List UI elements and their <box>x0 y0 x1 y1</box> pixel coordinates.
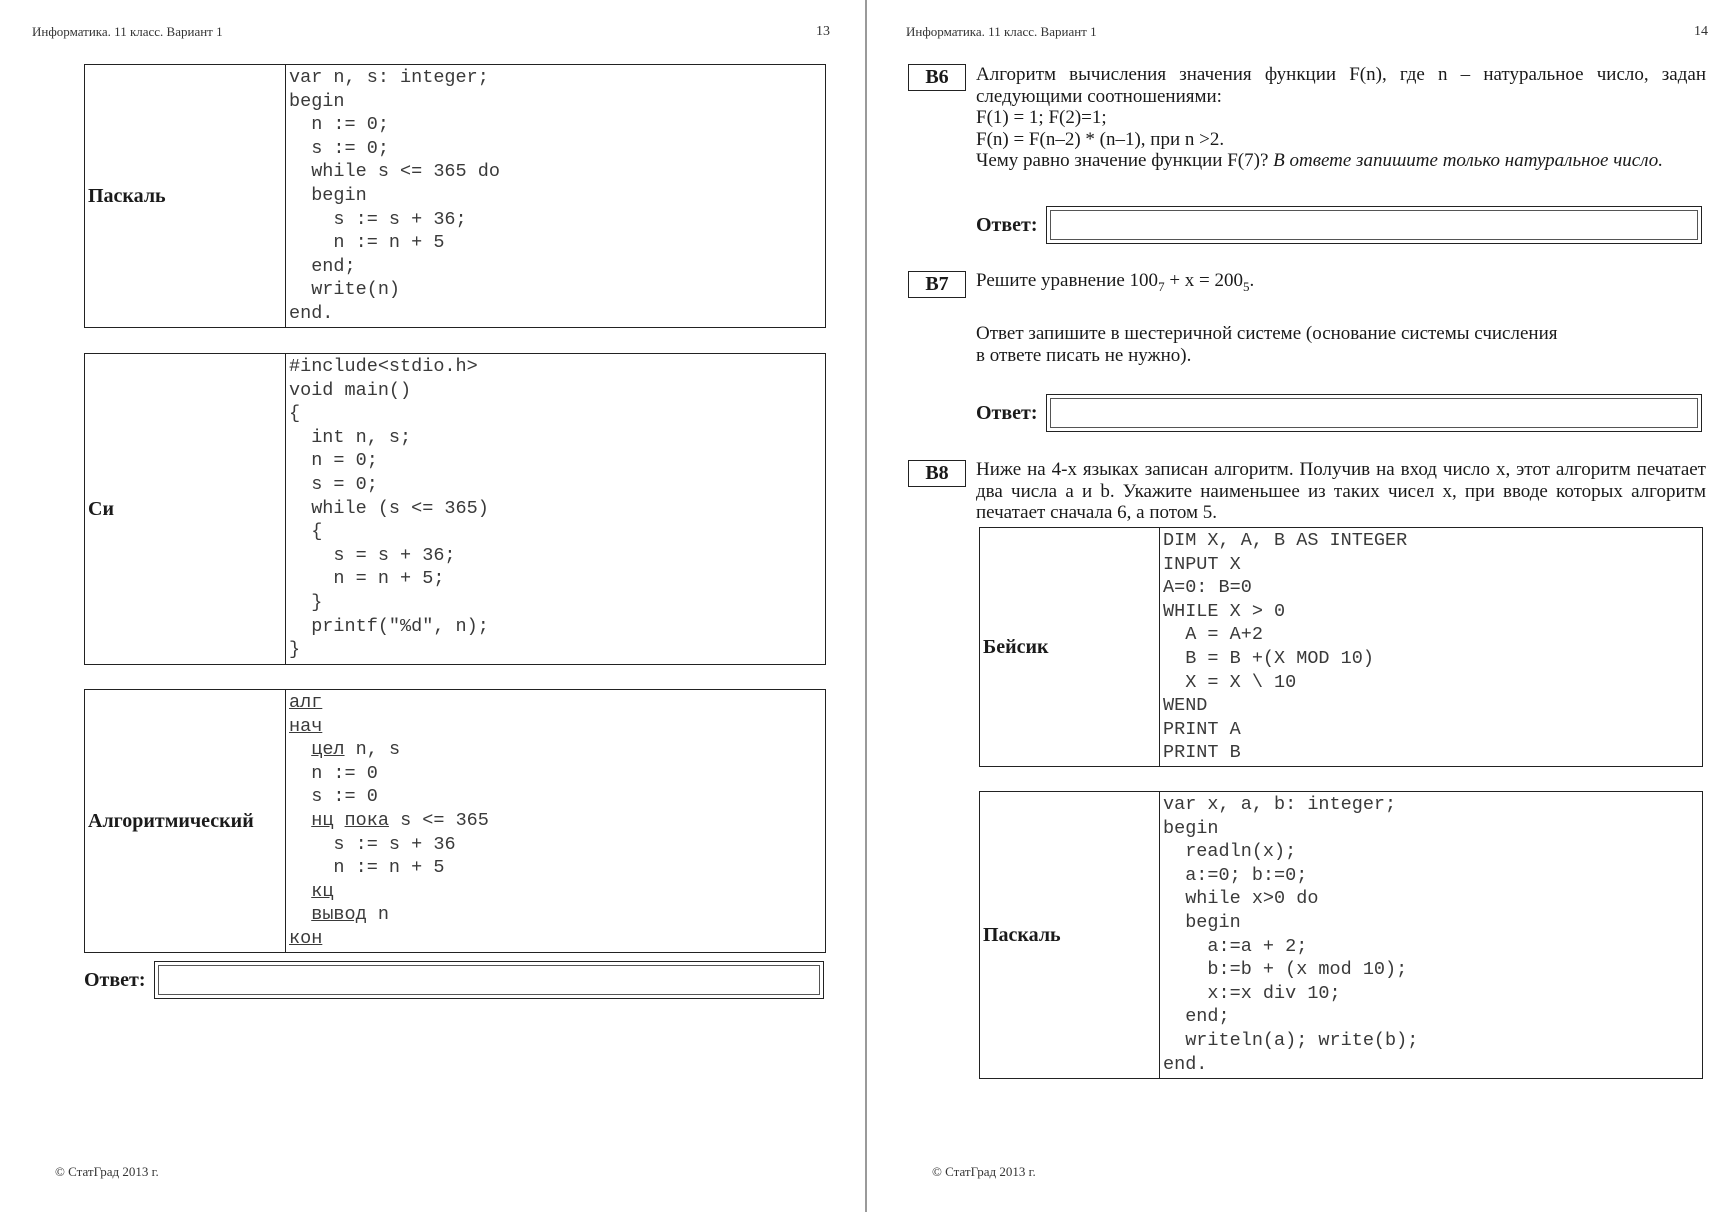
answer-label: Ответ: <box>84 968 146 991</box>
answer-label: Ответ: <box>976 401 1038 424</box>
b6-line-4: Чему равно значение функции F(7)? В ответе запишите только натуральное число. <box>976 150 1663 171</box>
code-table-pascal <box>84 64 826 328</box>
code-line: нач <box>289 715 323 737</box>
code-table-pascal-b8 <box>979 791 1703 1079</box>
right-page <box>866 0 1733 1212</box>
code-block: var n, s: integer; begin n := 0; s := 0; while s <= 365 do begin s := s + 36; n := n + 5 end; write(n) end. <box>289 67 500 324</box>
question-b7-instruction: Ответ запишите в шестеричной системе (основание системы счисления в ответе писать не нужно). <box>976 323 1558 366</box>
language-label: Си <box>85 354 286 664</box>
question-label-b8: B8 <box>908 460 966 487</box>
answer-row-b7 <box>976 394 1702 432</box>
language-label: Паскаль <box>85 65 286 327</box>
code-line: алг <box>289 692 323 713</box>
answer-field-b6[interactable] <box>1046 206 1702 244</box>
language-label: Бейсик <box>980 528 1160 766</box>
page-number: 13 <box>816 24 830 39</box>
page-footer: © СтатГрад 2013 г. <box>932 1164 1036 1179</box>
code-table-basic <box>979 527 1703 767</box>
code-line: s := s + 36 <box>333 833 456 855</box>
b6-line-2: F(1) = 1; F(2)=1; <box>976 107 1107 128</box>
code-line: n := 0 <box>311 762 378 784</box>
code-line: кц <box>311 880 334 902</box>
answer-field[interactable] <box>154 961 824 999</box>
answer-label: Ответ: <box>976 213 1038 236</box>
code-table-c <box>84 353 826 665</box>
code-line: нц пока s <= 365 <box>311 809 489 831</box>
code-line: цел n, s <box>311 739 401 761</box>
question-b7-equation: Решите уравнение $100_7 + x = 200_5$. <box>976 270 1255 294</box>
code-line: кон <box>289 927 323 949</box>
code-line: s := 0 <box>311 786 378 808</box>
question-b8-text: Ниже на 4-х языках записан алгоритм. Получив на вход число x, этот алгоритм печатает два числа a и b. Укажите наименьшее из таких чисел x, при вводе которых алгоритм печатает сначала 6, а потом 5. <box>976 459 1706 523</box>
answer-row <box>84 961 824 999</box>
b6-line-1: Алгоритм вычисления значения функции F(n), где n – натуральное число, задан следующими соотношениями: <box>976 64 1706 107</box>
page-footer: © СтатГрад 2013 г. <box>55 1164 159 1179</box>
page-header: Информатика. 11 класс. Вариант 1 <box>906 24 1097 39</box>
question-b6-text <box>976 64 1706 172</box>
language-label: Паскаль <box>980 792 1160 1078</box>
code-line: n := n + 5 <box>333 857 445 879</box>
code-table-algorithmic <box>84 689 826 953</box>
answer-row-b6 <box>976 206 1702 244</box>
code-block: DIM X, A, B AS INTEGER INPUT X A=0: B=0 WHILE X > 0 A = A+2 B = B +(X MOD 10) X = X \ 10 WEND PRINT A PRINT B <box>1163 530 1408 764</box>
code-line: вывод n <box>311 904 389 926</box>
language-label: Алгоритмический <box>85 690 286 952</box>
left-page <box>0 0 866 1212</box>
answer-field-b7[interactable] <box>1046 394 1702 432</box>
code-block: var x, a, b: integer; begin readln(x); a:=0; b:=0; while x>0 do begin a:=a + 2; b:=b + (x mod 10); x:=x div 10; end; writeln(a); write(b); end. <box>1163 794 1419 1075</box>
page-header: Информатика. 11 класс. Вариант 1 <box>32 24 223 39</box>
code-block <box>286 690 489 952</box>
question-label-b6: B6 <box>908 64 966 91</box>
page-number: 14 <box>1694 24 1708 39</box>
question-label-b7: B7 <box>908 271 966 298</box>
code-block: #include<stdio.h> void main() { int n, s; n = 0; s = 0; while (s <= 365) { s = s + 36; n = n + 5; } printf("%d", n); } <box>289 356 489 661</box>
b6-line-3: F(n) = F(n–2) * (n–1), при n >2. <box>976 128 1225 150</box>
